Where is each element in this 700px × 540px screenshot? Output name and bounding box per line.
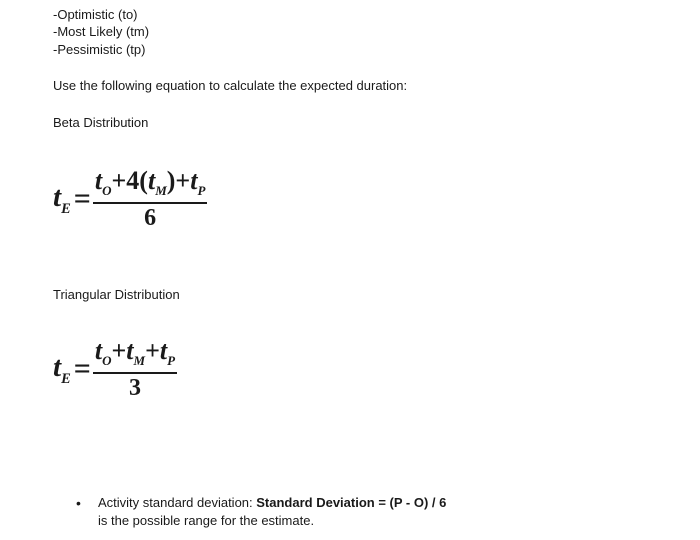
bullet-rest: is the possible range for the estimate.: [98, 513, 315, 528]
beta-lhs: $t_E$: [53, 180, 71, 217]
bullet-bold-formula: Standard Deviation = (P - O) / 6: [256, 495, 447, 510]
beta-numerator: $t_O+4(t_M)+t_P$: [93, 166, 208, 204]
beta-denominator: 6: [144, 205, 157, 232]
triangular-equals: =: [73, 352, 91, 386]
estimate-pessimistic: -Pessimistic (tp): [53, 42, 146, 57]
bullet-prefix: Activity standard deviation:: [98, 495, 257, 510]
estimate-most-likely: -Most Likely (tm): [53, 24, 150, 39]
triangular-heading: Triangular Distribution: [53, 287, 180, 302]
beta-formula: [53, 166, 207, 232]
triangular-lhs: $t_E$: [53, 350, 71, 387]
beta-equals: =: [73, 182, 91, 216]
bullet-text: [98, 494, 446, 530]
beta-heading: Beta Distribution: [53, 115, 149, 130]
triangular-numerator: $t_O+t_M+t_P$: [93, 336, 177, 374]
estimate-optimistic: -Optimistic (to): [53, 7, 138, 22]
beta-fraction: [93, 166, 208, 232]
triangular-denominator: 3: [128, 375, 141, 402]
std-dev-bullet: [76, 494, 446, 530]
instruction-text: Use the following equation to calculate the expected duration:: [53, 78, 408, 93]
triangular-formula: [53, 336, 177, 402]
bullet-dot: •: [76, 495, 81, 511]
triangular-fraction: [93, 336, 177, 402]
